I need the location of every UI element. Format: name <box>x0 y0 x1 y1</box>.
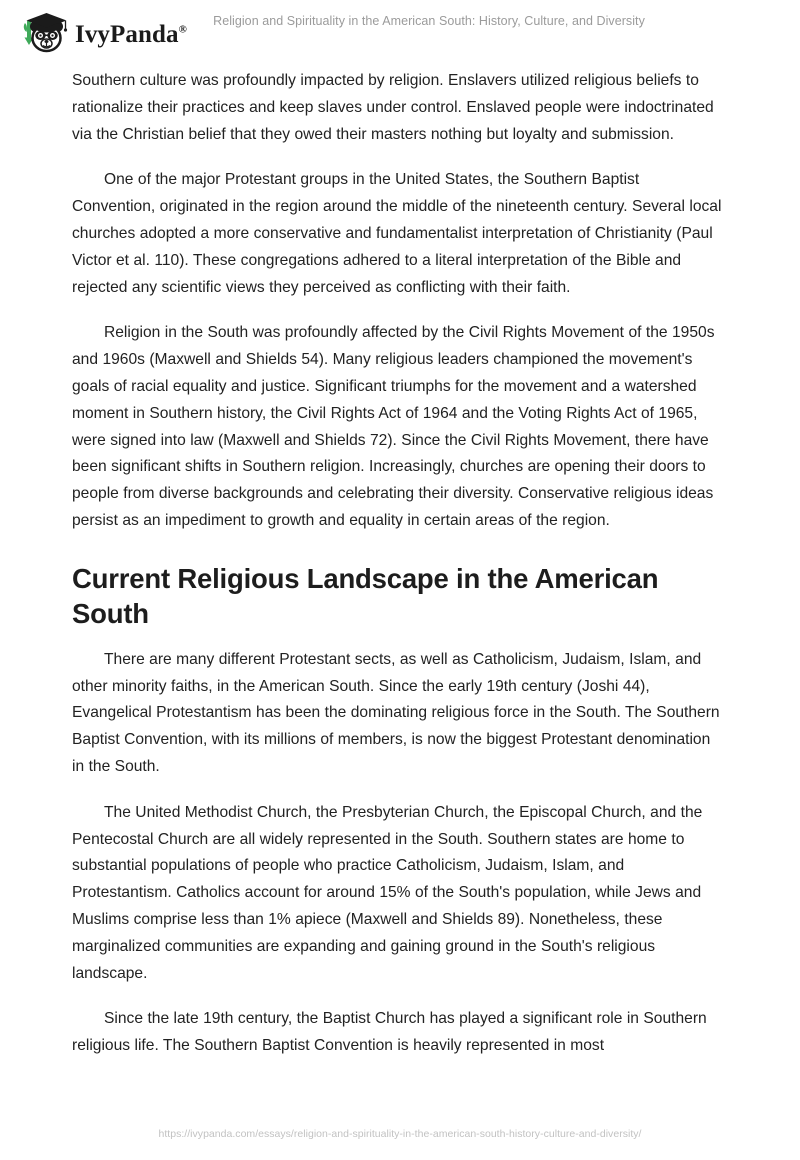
page-header <box>0 0 800 62</box>
paragraph: Religion in the South was profoundly affected by the Civil Rights Movement of the 1950s and 1960s (Maxwell and Shields 54). Many religious leaders championed the movement's goals of racial equality and justice. Significant triumphs for the movement and a watershed moment in Southern history, the Civil Rights Act of 1964 and the Voting Rights Act of 1965, were signed into law (Maxwell and Shields 72). Since the Civil Rights Movement, there have been significant shifts in Southern religion. Increasingly, churches are opening their doors to people from diverse backgrounds and celebrating their diversity. Conservative religious ideas persist as an impediment to growth and equality in certain areas of the region. <box>72 324 715 529</box>
brand-name-text: IvyPanda <box>75 20 179 48</box>
paragraph: There are many different Protestant sects, as well as Catholicism, Judaism, Islam, and other minority faiths, in the American South. Since the early 19th century (Joshi 44), Evangelical Protestantism has been the dominating religious force in the South. The Southern Baptist Convention, with its millions of members, is now the biggest Protestant denomination in the South. <box>72 650 720 775</box>
registered-trademark-symbol: ® <box>178 23 187 36</box>
section-heading: Current Religious Landscape in the American South <box>72 562 659 629</box>
paragraph: The United Methodist Church, the Presbyterian Church, the Episcopal Church, and the Pentecostal Church are all widely represented in the South. Southern states are home to substantial populations of people who practice Catholicism, Judaism, Islam, and Protestantism. Catholics account for around 15% of the South's population, while Jews and Muslims comprise less than 1% apiece (Maxwell and Shields 89). Nonetheless, these marginalized communities are expanding and gaining ground in the South's religious landscape. <box>72 803 703 982</box>
paragraph: Since the late 19th century, the Baptist Church has played a significant role in Southern religious life. The Southern Baptist Convention is heavily represented in most <box>72 1010 707 1055</box>
running-title: Religion and Spirituality in the American South: History, Culture, and Diversity <box>213 14 645 28</box>
source-url[interactable]: https://ivypanda.com/essays/religion-and-spirituality-in-the-american-south-history-culture-and-diversity/ <box>158 1128 642 1140</box>
paragraph: Southern culture was profoundly impacted by religion. Enslavers utilized religious beliefs to rationalize their practices and keep slaves under control. Enslaved people were indoctrinated via the Christian belief that they owed their masters nothing but loyalty and submission. <box>72 72 714 143</box>
document-content <box>72 68 722 1078</box>
paragraph: One of the major Protestant groups in the United States, the Southern Baptist Convention, originated in the region around the middle of the nineteenth century. Several local churches adopted a more conservative and fundamentalist interpretation of Christianity (Paul Victor et al. 110). These congregations adhered to a literal interpretation of the Bible and rejected any scientific views they perceived as conflicting with their faith. <box>72 171 722 296</box>
page-footer <box>0 1124 800 1142</box>
